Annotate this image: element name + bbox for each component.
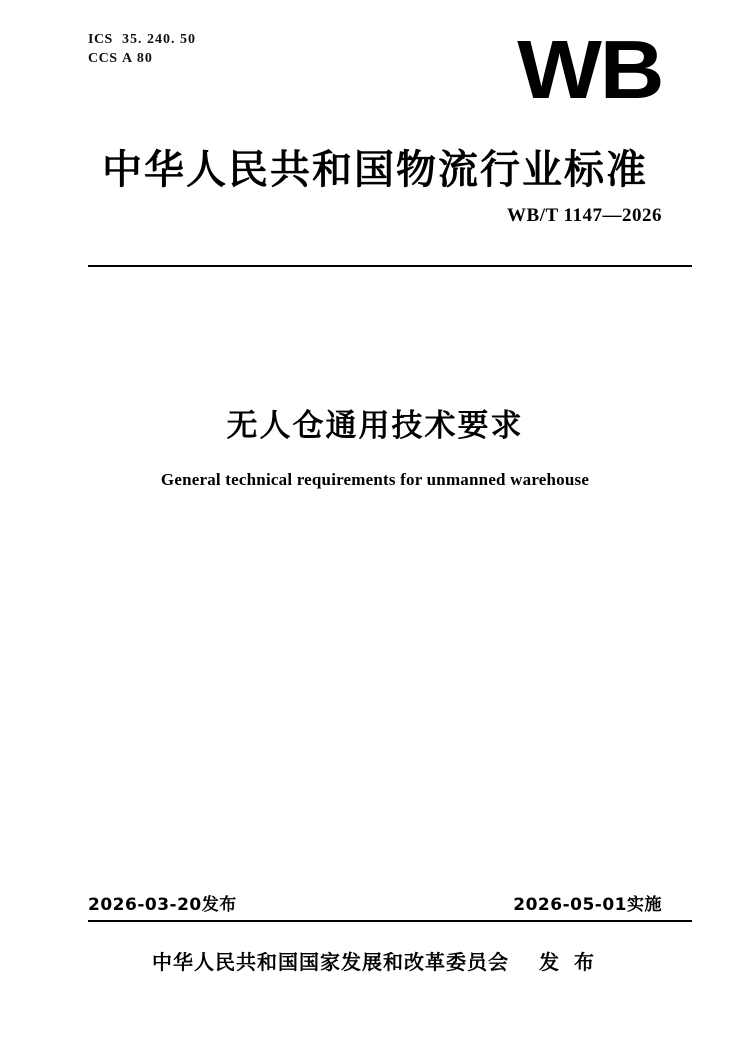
ics-label: ICS: [88, 32, 113, 47]
header-divider: [88, 265, 692, 267]
document-title-chinese: 无人仓通用技术要求: [226, 408, 524, 444]
document-title-english: General technical requirements for unmanned warehouse: [160, 470, 590, 489]
publish-word: 发 布: [539, 950, 598, 974]
issuing-authority: [0, 946, 750, 975]
wb-logo: WB: [516, 23, 662, 116]
ics-code-row: [88, 30, 196, 49]
issue-date: 2026-03-20发布: [88, 895, 237, 915]
issuing-authority-name: 中华人民共和国国家发展和改革委员会: [152, 950, 510, 974]
ics-value: 35. 240. 50: [122, 32, 196, 47]
ccs-value: A 80: [122, 51, 153, 66]
standard-series-title: 中华人民共和国物流行业标准: [102, 147, 648, 193]
ccs-label: CCS: [88, 51, 118, 66]
ccs-code-row: [88, 49, 196, 68]
effective-date: 2026-05-01实施: [513, 895, 662, 915]
classification-codes: [88, 30, 196, 68]
standard-number: WB/T 1147—2026: [507, 205, 662, 226]
footer-divider: [88, 920, 692, 922]
